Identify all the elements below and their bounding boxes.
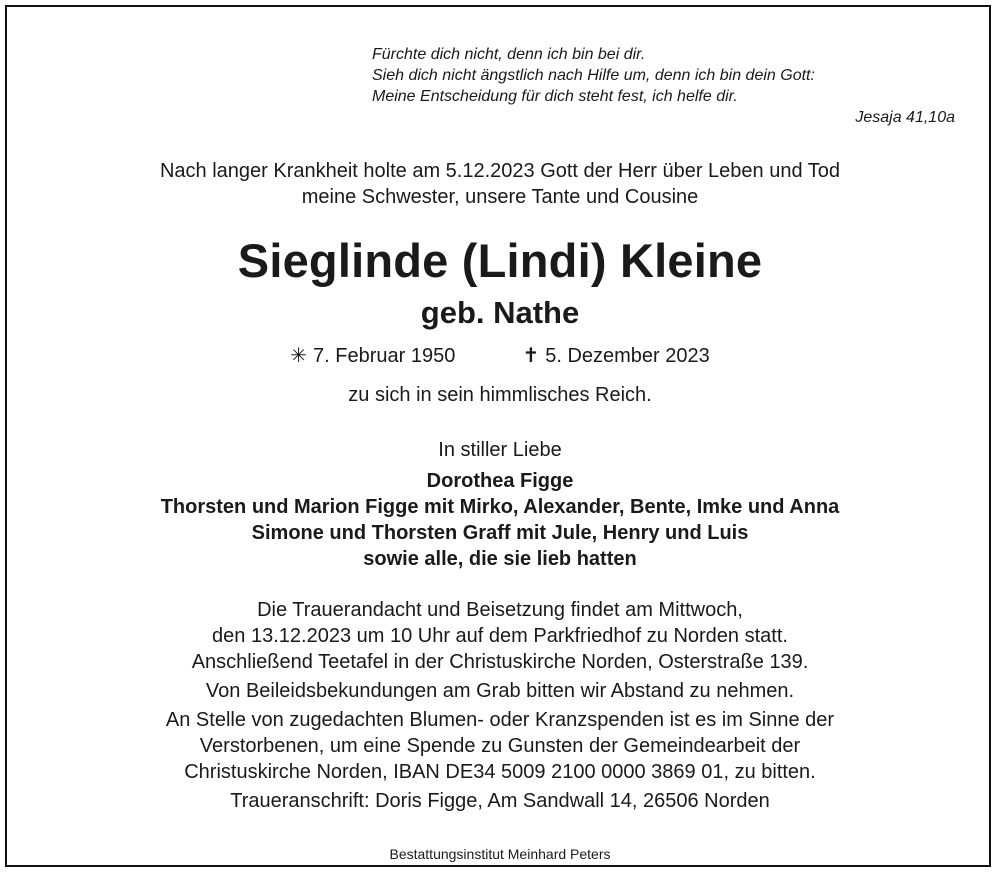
quote-line: Meine Entscheidung für dich steht fest, ich helfe dir.	[372, 88, 738, 105]
service-line: An Stelle von zugedachten Blumen- oder Kranzspenden ist es im Sinne der	[165, 709, 835, 731]
cross-icon: ✝	[522, 345, 540, 367]
condolence-paragraph	[0, 678, 1000, 704]
quote-line: Sieh dich nicht ängstlich nach Hilfe um, denn ich bin dein Gott:	[372, 67, 815, 84]
death-date: 5. Dezember 2023	[545, 345, 710, 367]
service-line: Verstorbenen, um eine Spende zu Gunsten der Gemeindearbeit der	[199, 735, 801, 757]
death-date-group	[522, 343, 709, 369]
service-line: Christuskirche Norden, IBAN DE34 5009 2100 0000 3869 01, zu bitten.	[184, 761, 816, 783]
quote-line: Fürchte dich nicht, denn ich bin bei dir.	[372, 46, 646, 63]
service-line: Traueranschrift: Doris Figge, Am Sandwall 14, 26506 Norden	[230, 790, 770, 812]
mourners-list	[0, 468, 1000, 572]
service-info	[0, 597, 1000, 817]
birth-date-group	[290, 343, 455, 369]
mourner-line: Simone und Thorsten Graff mit Jule, Henry und Luis	[251, 522, 749, 544]
bible-quote	[372, 44, 957, 128]
mourners-heading: In stiller Liebe	[438, 439, 562, 461]
closing-line: zu sich in sein himmlisches Reich.	[348, 384, 652, 406]
star-icon: ✳	[290, 345, 307, 367]
donation-paragraph	[0, 707, 1000, 785]
service-line: Die Trauerandacht und Beisetzung findet am Mittwoch,	[257, 599, 743, 621]
undertaker-credit: Bestattungsinstitut Meinhard Peters	[389, 846, 611, 862]
intro-text	[0, 158, 1000, 210]
intro-line: Nach langer Krankheit holte am 5.12.2023 Gott der Herr über Leben und Tod	[159, 160, 841, 182]
life-dates	[0, 343, 1000, 369]
mourner-line: Thorsten und Marion Figge mit Mirko, Alexander, Bente, Imke und Anna	[160, 496, 840, 518]
address-paragraph	[0, 788, 1000, 814]
deceased-name: Sieglinde (Lindi) Kleine	[237, 234, 763, 287]
maiden-name: geb. Nathe	[420, 295, 580, 330]
service-line: Von Beileidsbekundungen am Grab bitten wir Abstand zu nehmen.	[205, 680, 795, 702]
quote-source: Jesaja 41,10a	[855, 109, 955, 126]
service-line: Anschließend Teetafel in der Christuskirche Norden, Osterstraße 139.	[191, 651, 809, 673]
service-paragraph	[0, 597, 1000, 675]
service-line: den 13.12.2023 um 10 Uhr auf dem Parkfriedhof zu Norden statt.	[212, 625, 788, 647]
mourner-line: sowie alle, die sie lieb hatten	[363, 548, 637, 570]
intro-line: meine Schwester, unsere Tante und Cousine	[301, 186, 699, 208]
birth-date: 7. Februar 1950	[313, 345, 456, 367]
mourner-line: Dorothea Figge	[426, 470, 574, 492]
